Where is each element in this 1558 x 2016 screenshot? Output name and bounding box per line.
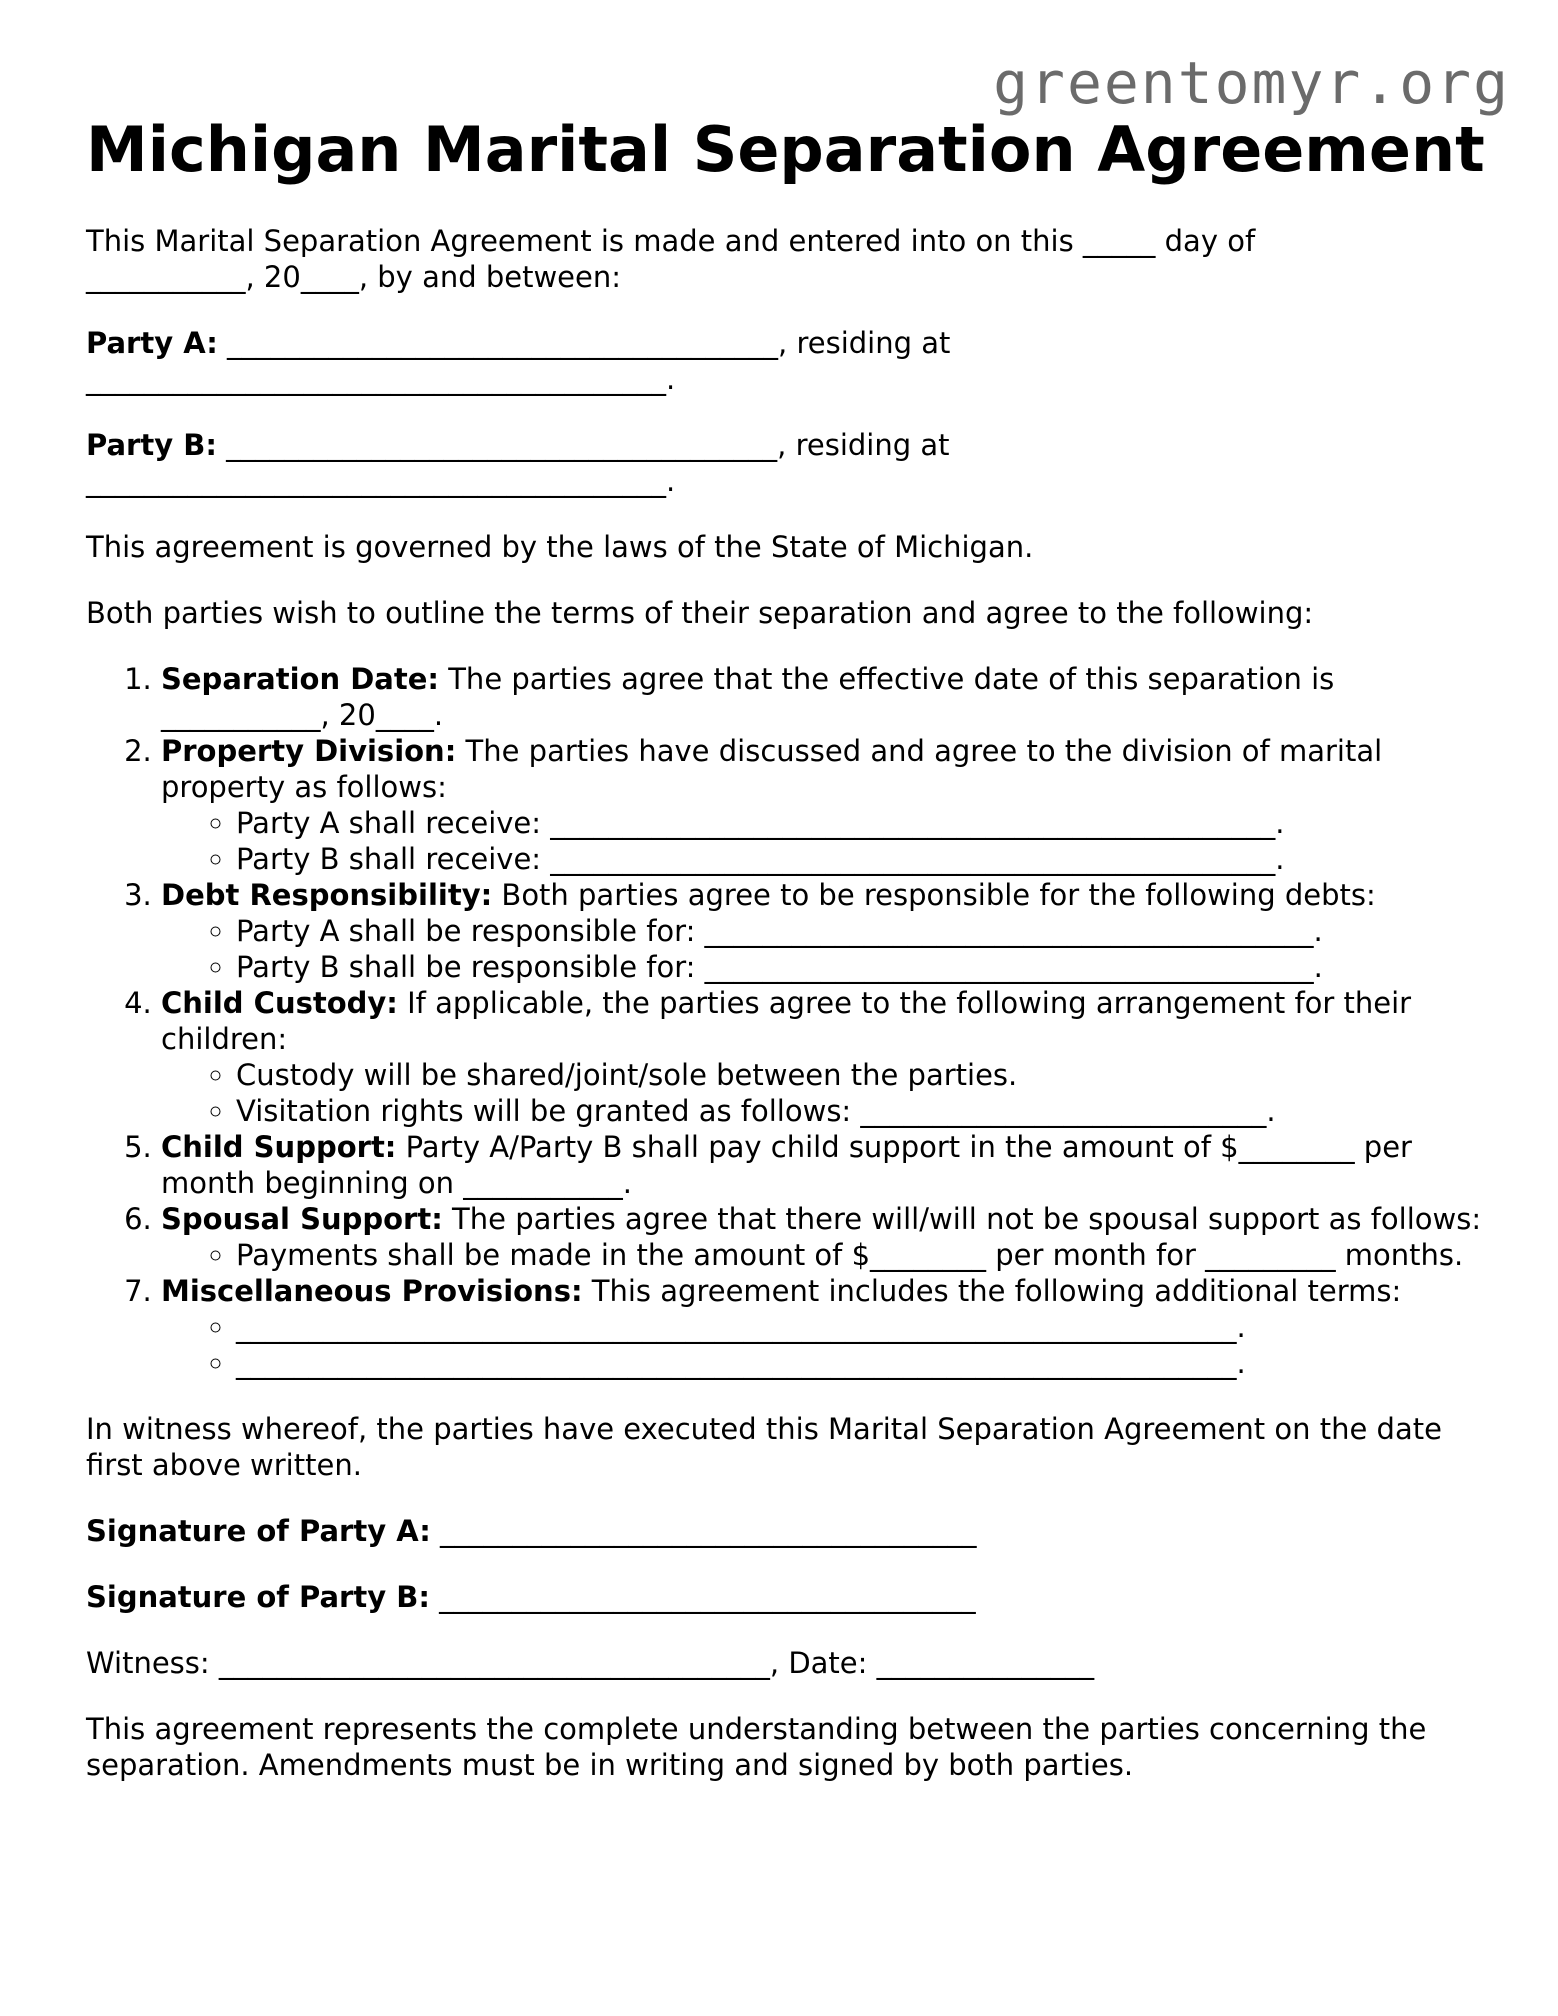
witness-clause: In witness whereof, the parties have executed this Marital Separation Agreement on the date first above written. (86, 1412, 1442, 1482)
sub-list (161, 1057, 1486, 1129)
governing-law: This agreement is governed by the laws of the State of Michigan. (86, 530, 1034, 564)
signature-party-a (86, 1513, 1486, 1549)
watermark: greentomyr.org (993, 49, 1510, 117)
term-text: Party A/Party B shall pay child support in the amount of $________ per month beginning on ___________. (161, 1130, 1412, 1200)
intro-line-2: ___________, 20____, by and between: (86, 260, 622, 294)
term-heading: Spousal Support: (161, 1202, 443, 1236)
sub-item: ◦ Party B shall be responsible for: __________________________________________. (236, 949, 1486, 985)
sub-item: ◦ Payments shall be made in the amount of $________ per month for _________ months. (236, 1237, 1486, 1273)
sub-item: ◦ Party A shall receive: __________________________________________________. (236, 805, 1486, 841)
witness-date-line: Witness: ______________________________________, Date: _______________ (86, 1646, 1095, 1680)
term-heading: Property Division: (161, 734, 457, 768)
sub-item: ◦ _____________________________________________________________________. (236, 1345, 1486, 1381)
party-b-block (86, 427, 1486, 499)
term-property-division (161, 733, 1486, 877)
term-text: The parties have discussed and agree to the division of marital property as follows: (161, 734, 1383, 804)
signature-party-b (86, 1579, 1486, 1615)
sub-item: ◦ Party A shall be responsible for: __________________________________________. (236, 913, 1486, 949)
term-text: This agreement includes the following additional terms: (582, 1274, 1402, 1308)
term-heading: Child Support: (161, 1130, 397, 1164)
lead-in: Both parties wish to outline the terms of their separation and agree to the following: (86, 596, 1314, 630)
party-b-name-line: ______________________________________, residing at (216, 428, 950, 462)
term-separation-date (161, 661, 1486, 733)
signature-a-line: _____________________________________ (430, 1514, 977, 1548)
signature-a-label: Signature of Party A: (86, 1514, 431, 1548)
term-heading: Separation Date: (161, 662, 439, 696)
term-text: The parties agree that the effective date of this separation is ___________, 20____. (161, 662, 1335, 732)
signature-b-label: Signature of Party B: (86, 1580, 430, 1614)
term-child-custody (161, 985, 1486, 1129)
term-heading: Miscellaneous Provisions: (161, 1274, 583, 1308)
term-heading: Child Custody: (161, 986, 398, 1020)
term-heading: Debt Responsibility: (161, 878, 493, 912)
intro-paragraph (86, 223, 1486, 295)
party-a-block (86, 325, 1486, 397)
sub-list (161, 1237, 1486, 1273)
intro-line-1: This Marital Separation Agreement is made and entered into on this _____ day of (86, 224, 1256, 258)
party-b-label: Party B: (86, 428, 217, 462)
document-page (86, 110, 1486, 1813)
sub-item: ◦ Custody will be shared/joint/sole between the parties. (236, 1057, 1486, 1093)
term-debt-responsibility (161, 877, 1486, 985)
term-spousal-support (161, 1201, 1486, 1273)
party-a-name-line: ______________________________________, residing at (217, 326, 951, 360)
terms-list (86, 661, 1486, 1381)
sub-list (161, 805, 1486, 877)
sub-item: ◦ _____________________________________________________________________. (236, 1309, 1486, 1345)
term-text: Both parties agree to be responsible for the following debts: (492, 878, 1376, 912)
party-a-label: Party A: (86, 326, 218, 360)
term-text: The parties agree that there will/will not be spousal support as follows: (442, 1202, 1482, 1236)
sub-list (161, 913, 1486, 985)
signature-b-line: _____________________________________ (429, 1580, 976, 1614)
sub-item: ◦ Party B shall receive: __________________________________________________. (236, 841, 1486, 877)
term-child-support (161, 1129, 1486, 1201)
closing-statement: This agreement represents the complete understanding between the parties concerning the separation. Amendments must be in writing and signed by both parties. (86, 1712, 1427, 1782)
document-title: Michigan Marital Separation Agreement (86, 113, 1485, 186)
term-miscellaneous-provisions (161, 1273, 1486, 1381)
term-text: If applicable, the parties agree to the following arrangement for their children: (161, 986, 1412, 1056)
party-a-address-line: ________________________________________. (86, 362, 676, 396)
party-b-address-line: ________________________________________. (86, 464, 676, 498)
sub-list (161, 1309, 1486, 1381)
sub-item: ◦ Visitation rights will be granted as follows: ____________________________. (236, 1093, 1486, 1129)
